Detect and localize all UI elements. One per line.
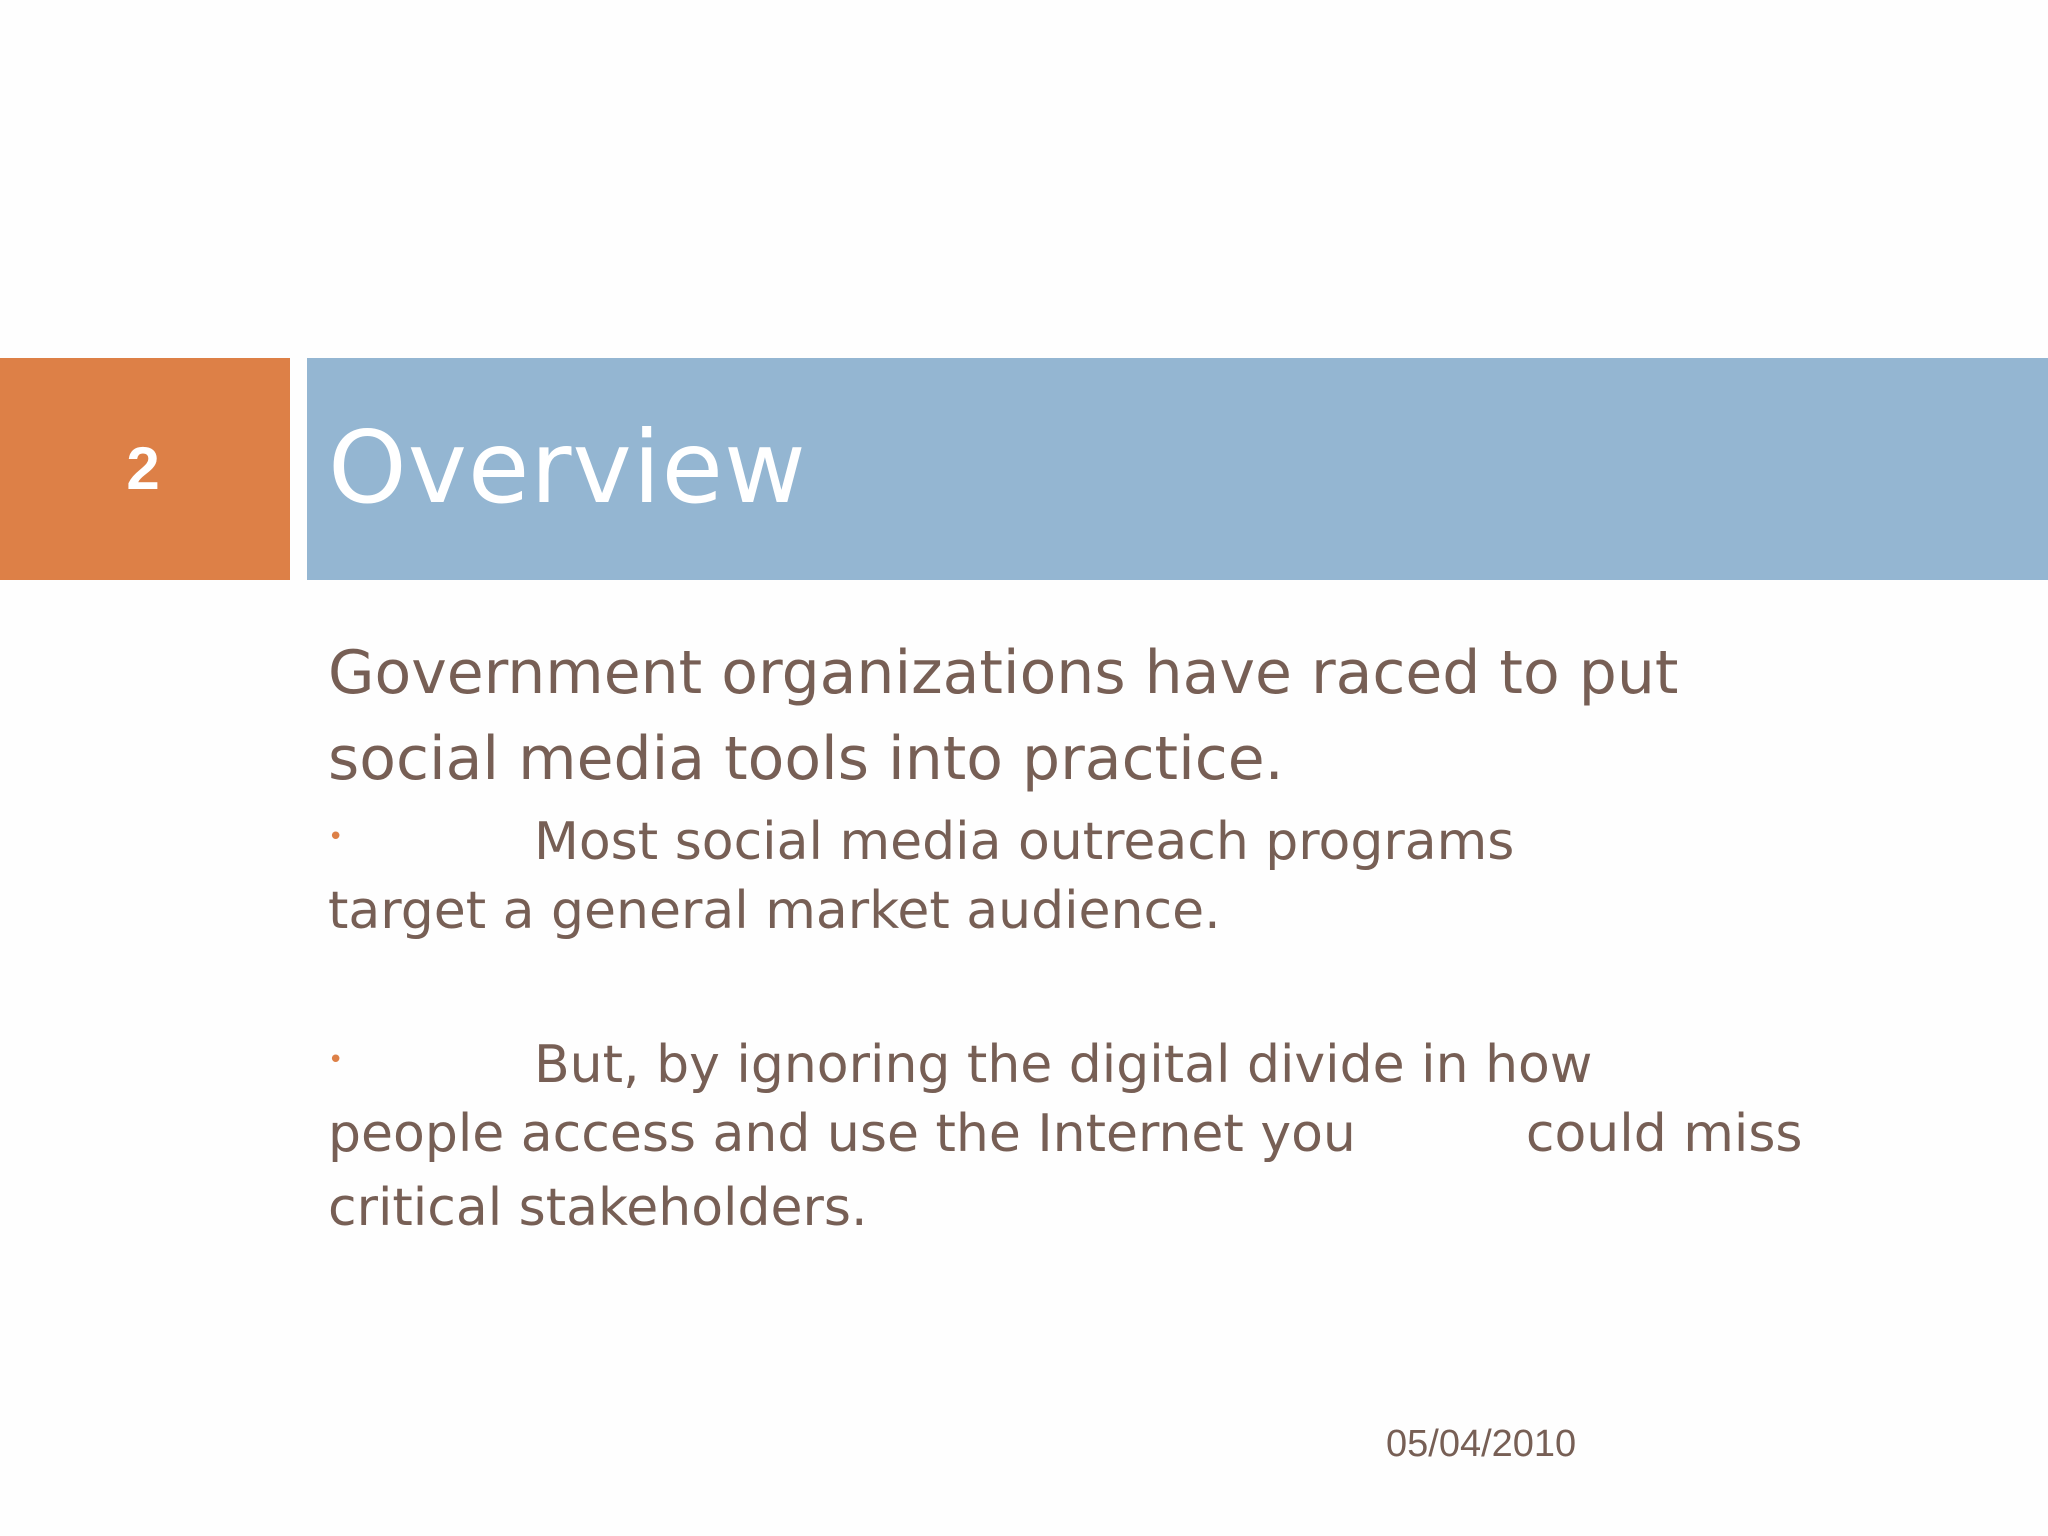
bullet-icon: • [328, 1045, 344, 1075]
bullet-line [328, 1023, 1803, 1097]
bullet-continuation: target a general market audience. [328, 881, 1221, 941]
bullet-icon: • [328, 822, 344, 852]
lead-line-2: social media tools into practice. [328, 724, 1284, 794]
bullet-continuation-text-b: could miss [1525, 1104, 1803, 1164]
lead-paragraph [328, 630, 1678, 802]
bullet-paragraph-2 [328, 1023, 1803, 1245]
bullet-text: Most social media outreach programs [534, 812, 1515, 872]
bullet-text: But, by ignoring the digital divide in how [534, 1035, 1593, 1095]
footer-date: 05/04/2010 [1386, 1423, 1577, 1465]
bullet-continuation [328, 1097, 1803, 1171]
slide-number: 2 [126, 435, 160, 502]
slide-title: Overview [328, 409, 807, 526]
bullet-paragraph-1 [328, 800, 1514, 948]
bullet-continuation-final: critical stakeholders. [328, 1178, 868, 1238]
bullet-line [328, 800, 1514, 874]
lead-line-1: Government organizations have raced to put [328, 638, 1679, 708]
bullet-continuation-text-a: people access and use the Internet you [328, 1104, 1356, 1164]
